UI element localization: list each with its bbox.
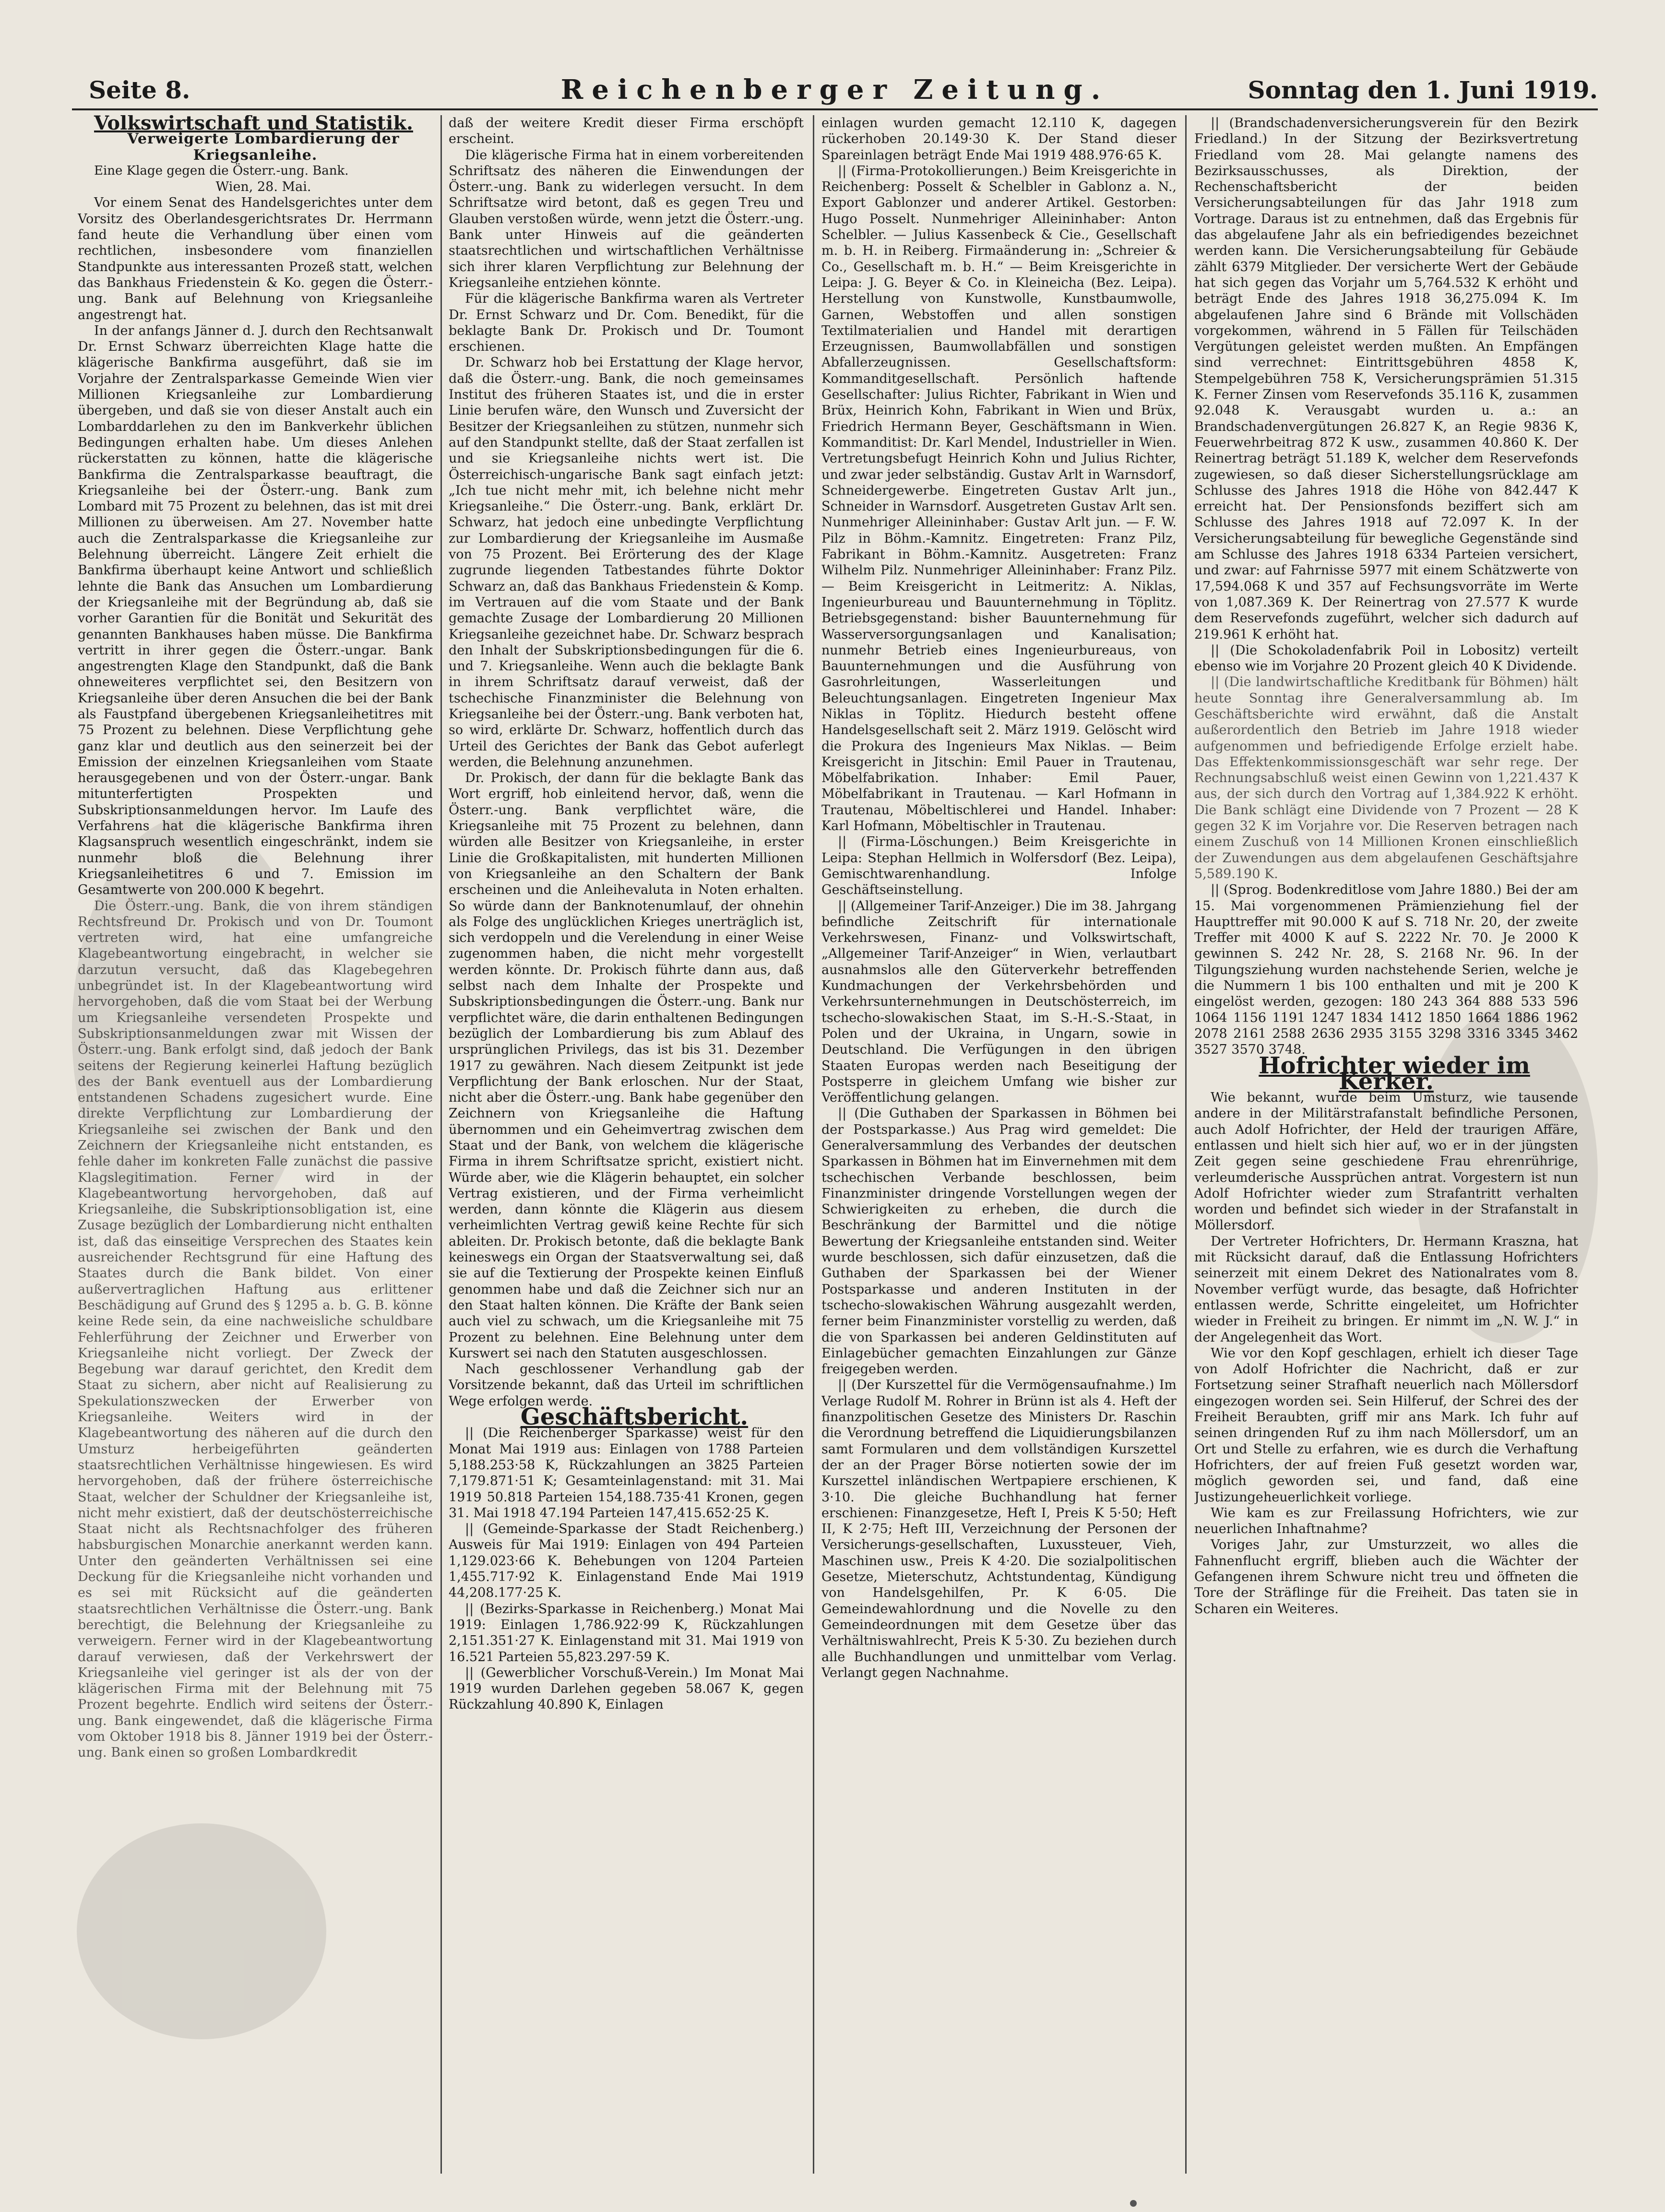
- paragraph: || (Die Schokoladenfabrik Poil in Lobositz) verteilt ebenso wie im Vorjahre 20 Prozent gleich 40 K Dividende.: [1194, 642, 1578, 674]
- paragraph: || (Sprog. Bodenkreditlose vom Jahre 1880.) Bei der am 15. Mai vorgenommenen Prämienziehung fiel der Haupttreffer mit 90.000 K auf S. 718 Nr. 20, der zweite Treffer mit 4000 K auf S. 2222 Nr. 70. Je 2000 K gewinnen S. 242 Nr. 28, S. 2168 Nr. 96. In der Tilgungsziehung wurden nachstehende Serien, welche je die Nummern 1 bis 100 enthalten und mit je 200 K eingelöst werden, gezogen: 180 243 364 888 533 596 1064 1156 1191 1247 1834 1412 1850 1664 1886 1962 2078 2161 2588 2636 2935 3155 3298 3316 3345 3462 3527 3570 3748.: [1194, 882, 1578, 1058]
- paragraph: daß der weitere Kredit dieser Firma erschöpft erscheint.: [449, 116, 804, 147]
- paragraph: || (Firma-Löschungen.) Beim Kreisgerichte in Leipa: Stephan Hellmich in Wolfersdorf (Bez. Leipa), Gemischtwarenhandlung. Infolge Geschäftseinstellung.: [821, 834, 1177, 898]
- column-2: [449, 115, 804, 2174]
- print-smudge: [77, 1823, 326, 2039]
- paragraph: Voriges Jahr, zur Umsturzzeit, wo alles die Fahnenflucht ergriff, blieben auch die Wächter der Gefangenen ihrem Schwure nicht treu und öffneten die Tore der Sträflinge für die Freiheit. Das taten sie in Scharen ein Weiteres.: [1194, 1537, 1578, 1617]
- paragraph: || (Bezirks-Sparkasse in Reichenberg.) Monat Mai 1919: Einlagen 1,786.922·99 K, Rückzahlungen 2,151.351·27 K. Einlagenstand mit 31. Mai 1919 von 16.521 Parteien 55,823.297·59 K.: [449, 1601, 804, 1665]
- column-divider: [813, 115, 814, 2174]
- column-3: [821, 115, 1177, 2174]
- issue-date: Sonntag den 1. Juni 1919.: [1248, 76, 1598, 104]
- paragraph: || (Allgemeiner Tarif-Anzeiger.) Die im 38. Jahrgang befindliche Zeitschrift für internationale Verkehrswesen, Finanz- und Volkswirtschaft, „Allgemeiner Tarif-Anzeiger“ in Wien, verlautbart ausnahmslos alle den Güterverkehr betreffenden Kundmachungen der Verkehrsbehörden und Verkehrsunternehmungen in Deutschösterreich, im tschecho-slowakischen Staat, im S.-H.-S.-Staat, in Polen und der Ukraina, in Ungarn, sowie in Deutschland. Die Verfügungen in den übrigen Staaten Europas werden nach Beseitigung der Postsperre in gleichem Umfang wie bisher zur Veröffentlichung gelangen.: [821, 898, 1177, 1106]
- column-divider: [1185, 115, 1187, 2174]
- paragraph: || (Firma-Protokollierungen.) Beim Kreisgerichte in Reichenberg: Posselt & Schelbler in Gablonz a. N., Export Gablonzer und anderer Artikel. Gestorben: Hugo Posselt. Nunmehriger Alleininhaber: Anton Schelbler. — Julius Kassenbeck & Cie., Gesellschaft m. b. H. in Reiberg. Firmaänderung in: „Schreier & Co., Gesellschaft m. b. H.“ — Beim Kreisgerichte in Leipa: J. G. Beyer & Co. in Kleineicha (Bez. Leipa). Herstellung von Kunstwolle, Kunstbaumwolle, Garnen, Webstoffen und allen sonstigen Textilmaterialien und Handel mit derartigen Erzeugnissen, Baumwollabfällen und sonstigen Abfallerzeugnissen. Gesellschaftsform: Kommanditgesellschaft. Persönlich haftende Gesellschafter: Julius Richter, Fabrikant in Wien und Brüx, Heinrich Kohn, Fabrikant in Wien und Brüx, Friedrich Hermann Beyer, Geschäftsmann in Wien. Kommanditist: Dr. Karl Mendel, Industrieller in Wien. Vertretungsbefugt Heinrich Kohn und Julius Richter, und zwar jeder selbständig. Gustav Arlt in Warnsdorf, Schneidergewerbe. Eingetreten Gustav Arlt jun., Schneider in Warnsdorf. Ausgetreten Gustav Arlt sen. Nunmehriger Alleininhaber: Gustav Arlt jun. — F. W. Pilz in Böhm.-Kamnitz. Eingetreten: Franz Pilz, Fabrikant in Böhm.-Kamnitz. Ausgetreten: Franz Wilhelm Pilz. Nunmehriger Alleininhaber: Franz Pilz. — Beim Kreisgericht in Leitmeritz: A. Niklas, Ingenieurbureau und Bauunternehmung in Töplitz. Betriebsgegenstand: bisher Bauunternehmung für Wasserversorgungsanlagen und Kanalisation; nunmehr Betrieb eines Ingenieurbureaus, von Bauunternehmungen und die Ausführung von Gasrohrleitungen, Wasserleitungen und Beleuchtungsanlagen. Eingetreten Ingenieur Max Niklas in Töplitz. Hiedurch besteht offene Handelsgesellschaft seit 2. März 1919. Gelöscht wird die Prokura des Ingenieurs Max Niklas. — Beim Kreisgericht in Jitschin: Emil Pauer in Trautenau, Möbelfabrikation. Inhaber: Emil Pauer, Möbelfabrikant in Trautenau. — Karl Hofmann in Trautenau, Möbeltischlerei und Handel. Inhaber: Karl Hofmann, Möbeltischler in Trautenau.: [821, 163, 1177, 834]
- paragraph: Der Vertreter Hofrichters, Dr. Hermann Kraszna, hat mit Rücksicht darauf, daß die Entlassung Hofrichters seinerzeit mit einem Dekret des Nationalrates vom 8. November verfügt wurde, das besagte, daß Hofrichter entlassen werde, Schritte eingeleitet, um Hofrichter wieder in Freiheit zu bringen. Er nimmt im „N. W. J.“ in der Angelegenheit das Wort.: [1194, 1234, 1578, 1345]
- paragraph: Vor einem Senat des Handelsgerichtes unter dem Vorsitz des Oberlandesgerichtsrates Dr. Herrmann fand heute die Verhandlung über einen vom rechtlichen, insbesondere vom finanziellen Standpunkte aus interessanten Prozeß statt, welchen das Bankhaus Friedenstein & Ko. gegen die Österr.-ung. Bank auf Belehnung von Kriegsanleihe angestrengt hat.: [78, 195, 433, 322]
- paragraph: Nach geschlossener Verhandlung gab der Vorsitzende bekannt, daß das Urteil im schriftlichen Wege erfolgen werde.: [449, 1362, 804, 1409]
- paragraph: Dr. Schwarz hob bei Erstattung der Klage hervor, daß die Österr.-ung. Bank, die noch gemeinsames Institut des früheren Staates ist, und die in erster Linie berufen wäre, den Wunsch und Zuversicht der Besitzer der Kriegsanleihen zu stützen, nunmehr sich auf den Standpunkt stellte, daß der Staat zerfallen ist und sie Kriegsanleihe nichts wert ist. Die Österreichisch-ungarische Bank sagt einfach jetzt: „Ich tue nicht mehr mit, ich belehne nicht mehr Kriegsanleihe.“ Die Österr.-ung. Bank, erklärt Dr. Schwarz, hat jedoch eine unbedingte Verpflichtung zur Lombardierung der Kriegsanleihe im Ausmaße von 75 Prozent. Bei Erörterung des der Klage zugrunde liegenden Tatbestandes führte Doktor Schwarz an, daß das Bankhaus Friedenstein & Komp. im Vertrauen auf die vom Staate und der Bank gemachte Zusage der Lombardierung 20 Millionen Kriegsanleihe gezeichnet habe. Dr. Schwarz besprach den Inhalt der Subskriptionsbedingungen für die 6. und 7. Kriegsanleihe. Wenn auch die beklagte Bank in ihrem Schriftsatz darauf verweist, daß der tschechische Finanzminister die Belehnung von Kriegsanleihe bei der Österr.-ung. Bank verboten hat, so wird, erklärte Dr. Schwarz, hoffentlich durch das Urteil des Gerichtes der Bank das Gebot auferlegt werden, die Belehnung anzunehmen.: [449, 355, 804, 770]
- paragraph: || (Gewerblicher Vorschuß-Verein.) Im Monat Mai 1919 wurden Darlehen gegeben 58.067 K, gegen Rückzahlung 40.890 K, Einlagen: [449, 1665, 804, 1713]
- paragraph: Wie kam es zur Freilassung Hofrichters, wie zur neuerlichen Inhaftnahme?: [1194, 1505, 1578, 1537]
- print-smudge: [1415, 1008, 1598, 1344]
- paragraph: Für die klägerische Bankfirma waren als Vertreter Dr. Ernst Schwarz und Dr. Com. Benedikt, für die beklagte Bank Dr. Prokisch und Dr. Toumont erschienen.: [449, 291, 804, 355]
- dateline: Wien, 28. Mai.: [215, 179, 311, 195]
- section-heading-geschaeftsbericht: Geschäftsbericht.: [520, 1403, 749, 1431]
- paragraph: einlagen wurden gemacht 12.110 K, dagegen rückerhoben 20.149·30 K. Der Stand dieser Spareinlagen beträgt Ende Mai 1919 488.976·65 K.: [821, 116, 1177, 163]
- paragraph: In der anfangs Jänner d. J. durch den Rechtsanwalt Dr. Ernst Schwarz überreichten Klage hatte die klägerische Bankfirma ausgeführt, daß sie im Vorjahre der Zentralsparkasse Gemeinde Wien vier Millionen Kriegsanleihe zur Lombardierung übergeben, und daß sie von dieser Anstalt auch ein Lombarddarlehen zu den im Bankverkehr üblichen Bedingungen erhalten habe. Um dieses Anlehen rückerstatten zu können, hatte die klägerische Bankfirma die Zentralsparkasse beauftragt, die Kriegsanleihe bei der Österr.-ung. Bank zum Lombard mit 75 Prozent zu belehnen, das ist mit drei Millionen zu überweisen. Am 27. November hatte auch die Zentralsparkasse die Kriegsanleihe zur Belehnung überreicht. Längere Zeit erhielt die Bankfirma überhaupt keine Antwort und schließlich lehnte die Bank das Ansuchen um Lombardierung der Kriegsanleihe mit der Begründung ab, daß sie vorher Garantien für die Bonität und Sekurität des genannten Bankhauses haben müsse. Die Bankfirma vertritt in ihrer gegen die Österr.-ungar. Bank angestrengten Klage den Standpunkt, daß die Bank ohneweiteres verpflichtet sei, den Besitzern von Kriegsanleihe über deren Ansuchen die bei der Bank als Faustpfand übergebenen Kriegsanleihetitres mit 75 Prozent zu belehnen. Diese Verpflichtung gehe ganz klar und deutlich aus den seinerzeit bei der Emission der einzelnen Kriegsanleihen vom Staate herausgegebenen und von der Österr.-ungar. Bank mitunterfertigten Prospekten und Subskriptionsanmeldungen hervor. Im Laufe des Verfahrens hat die klägerische Bankfirma ihren Klagsanspruch wesentlich eingeschränkt, indem sie nunmehr bloß die Belehnung ihrer Kriegsanleihetitres 6 und 7. Emission im Gesamtwerte von 200.000 K begehrt.: [78, 323, 433, 898]
- paragraph: || (Die landwirtschaftliche Kreditbank für Böhmen) hält heute Sonntag ihre Generalversammlung ab. Im Geschäftsberichte wird erwähnt, daß die Anstalt außerordentlich den Betrieb im Jahre 1918 wieder aufgenommen und befriedigende Erfolge erzielt habe. Das Effektenkommissionsgeschäft war sehr rege. Der Rechnungsabschluß weist einen Gewinn von 1,221.437 K aus, der sich durch den Vortrag auf 1,384.922 K erhöht. Die Bank schlägt eine Dividende von 7 Prozent — 28 K gegen 32 K im Vorjahre vor. Die Reserven betragen nach einem Zuschuß von 14 Millionen Kronen einschließlich der Zuwendungen aus dem abgelaufenen Geschäftsjahre 5,589.190 K.: [1194, 675, 1578, 881]
- column-divider: [440, 115, 442, 2174]
- paragraph: Wie vor den Kopf geschlagen, erhielt ich dieser Tage von Adolf Hofrichter die Nachricht, daß er zur Fortsetzung seiner Strafhaft neuerlich nach Möllersdorf eingezogen worden sei. Sein Hilferuf, der Schrei des der Freiheit Beraubten, griff mir ans Mark. Ich fuhr auf seinen dringenden Ruf zu ihm nach Möllersdorf, um an Ort und Stelle zu erfahren, wie es durch die Verhaftung Hofrichters, der auf freien Fuß gesetzt worden war, möglich geworden sei, und fand, daß eine Justizungeheuerlichkeit vorliege.: [1194, 1345, 1578, 1505]
- paragraph: Die klägerische Firma hat in einem vorbereitenden Schriftsatz des näheren die Einwendungen der Österr.-ung. Bank zu widerlegen versucht. In dem Schriftsatze wird betont, daß es gegen Treu und Glauben verstoßen würde, wenn jetzt die Österr.-ung. Bank unter Hinweis auf die geänderten staatsrechtlichen und wirtschaftlichen Verhältnisse sich ihrer klaren Verpflichtung zur Belehnung der Kriegsanleihe entziehen könnte.: [449, 147, 804, 290]
- article-title: Verweigerte Lombardierung der Kriegsanleihe.: [127, 131, 400, 164]
- paragraph: Die Österr.-ung. Bank, die von ihrem ständigen Rechtsfreund Dr. Prokisch und von Dr. Toumont vertreten wird, hat eine umfangreiche Klagebeantwortung eingebracht, in welcher sie darzutun versucht, daß das Klagebegehren unbegründet ist. In der Klagebeantwortung wird hervorgehoben, daß die vom Staat bei der Werbung um Kriegsanleihe versendeten Prospekte und Subskriptionsanmeldungen zwar mit Wissen der Österr.-ung. Bank erfolgt sind, daß jedoch der Bank seitens der Regierung keinerlei Haftung bezüglich des der Bank eventuell aus der Lombardierung entstandenen Schadens zugesichert wurde. Eine direkte Verpflichtung zur Lombardierung der Kriegsanleihe sei zwischen der Bank und den Zeichnern der Kriegsanleihe nicht entstanden, es fehle daher im konkreten Falle zunächst die passive Klagslegitimation. Ferner wird in der Klagebeantwortung hervorgehoben, daß auf Kriegsanleihe, die Subskriptionsobligation ist, eine Zusage bezüglich der Lombardierung nicht enthalten ist, daß das einseitige Versprechen des Staates kein ausreichender Rechtsgrund für eine Haftung des Staates durch die Bank bildet. Von einer außervertraglichen Haftung aus erlittener Beschädigung auf Grund des § 1295 a. b. G. B. könne keine Rede sein, da eine nachweisliche schuldbare Fehlerführung der Zeichner und Erwerber von Kriegsanleihe nicht vorliegt. Der Zweck der Begebung war darauf gerichtet, den Kredit dem Staat zu sichern, aber nicht auf Realisierung zu Spekulationszwecken der Erwerber von Kriegsanleihe. Weiters wird in der Klagebeantwortung des näheren auf die durch den Umsturz herbeigeführten geänderten staatsrechtlichen Verhältnisse hingewiesen. Es wird hervorgehoben, daß der frühere österreichische Staat, welcher der Schuldner der Kriegsanleihe ist, nicht mehr existiert, daß der deutschösterreichische Staat nicht als Rechtsnachfolger des früheren habsburgischen Monarchie anerkannt werden kann. Unter den geänderten Verhältnissen sei eine Deckung für die Kriegsanleihe nicht vorhanden und es sei mit Rücksicht auf die geänderten staatsrechtlichen Verhältnisse die Österr.-ung. Bank berechtigt, die Belehnung der Kriegsanleihe zu verweigern. Ferner wird in der Klagebeantwortung darauf verwiesen, daß der Verkehrswert der Kriegsanleihe viel geringer ist als der von der klägerischen Firma mit der Belehnung mit 75 Prozent begehrte. Endlich wird seitens der Österr.-ung. Bank eingewendet, daß die klägerische Firma vom Oktober 1918 bis 8. Jänner 1919 bei der Österr.-ung. Bank einen so großen Lombardkredit: [78, 898, 433, 1760]
- paragraph: || (Gemeinde-Sparkasse der Stadt Reichenberg.) Ausweis für Mai 1919: Einlagen von 494 Parteien 1,129.023·66 K. Behebungen von 1204 Parteien 1,455.717·92 K. Einlagenstand Ende Mai 1919 44,208.177·25 K.: [449, 1522, 804, 1601]
- paragraph: || (Die Reichenberger Sparkasse) weist für den Monat Mai 1919 aus: Einlagen von 1788 Parteien 5,188.253·58 K, Rückzahlungen an 3825 Parteien 7,179.871·51 K; Gesamteinlagenstand: mit 31. Mai 1919 50.818 Parteien 154,188.735·41 Kronen, gegen 31. Mai 1918 47.194 Parteien 147,415.652·25 K.: [449, 1426, 804, 1521]
- paragraph: || (Der Kurszettel für die Vermögensaufnahme.) Im Verlage Rudolf M. Rohrer in Brünn ist als 4. Heft der finanzpolitischen Gesetze des Ministers Dr. Raschin die Verordnung betreffend die Liquidierungsbilanzen samt Formularen und dem vollständigen Kurszettel der an der Prager Börse notierten sowie der im Kurszettel inländischen Wertpapiere erschienen, K 3·10. Die gleiche Buchhandlung hat ferner erschienen: Finanzgesetze, Heft I, Preis K 5·50; Heft II, K 2·75; Heft III, Verzeichnung der Personen der Versicherungs-gesellschaften, Luxussteuer, Vieh, Maschinen usw., Preis K 4·20. Die sozialpolitischen Gesetze, Mieterschutz, Achtstundentag, Kündigung von Handelsgehilfen, Pr. K 6·05. Die Gemeindewahlordnung und die Novelle zu den Gemeindeordnungen mit dem Gesetze über das Verhältniswahlrecht, Preis K 5·30. Zu beziehen durch alle Buchhandlungen und unmittelbar vom Verlag. Verlangt gegen Nachnahme.: [821, 1378, 1177, 1680]
- page-number: Seite 8.: [89, 76, 190, 104]
- masthead: [72, 72, 1598, 106]
- print-smudge: [72, 816, 312, 1248]
- article-heading-hofrichter: Hofrichter wieder im Kerker.: [1259, 1052, 1530, 1095]
- paragraph: || (Brandschadenversicherungsverein für den Bezirk Friedland.) In der Sitzung der Bezirksvertretung Friedland vom 28. Mai gelangte namens des Bezirksausschusses, als Direktion, der Rechenschaftsbericht der beiden Versicherungsabteilungen für das Jahr 1918 zum Vortrage. Daraus ist zu entnehmen, daß das Ergebnis für das abgelaufene Jahr als ein befriedigendes bezeichnet werden kann. Die Versicherungsabteilung für Gebäude zählt 6379 Mitglieder. Der versicherte Wert der Gebäude hat sich gegen das Vorjahr um 5,764.532 K erhöht und beträgt Ende des Jahres 1918 36,275.094 K. Im abgelaufenen Jahre sind 6 Brände mit Vollschäden vorgekommen, während in 5 Fällen für Teilschäden Vergütungen geleistet werden mußten. An Empfängen sind verrechnet: Eintrittsgebühren 4858 K, Stempelgebühren 758 K, Versicherungsprämien 51.315 K. Ferner Zinsen vom Reservefonds 35.116 K, zusammen 92.048 K. Verausgabt wurden u. a.: an Brandschadenvergütungen 26.827 K, an Regie 9836 K, Feuerwehrbeitrag 872 K usw., zusammen 40.860 K. Der Reinertrag beträgt 51.189 K, welcher dem Reservefonds zugewiesen, so daß dieser Sicherstellungsrücklage am Schlusse des Jahres 1918 die Höhe von 842.447 K erreicht hat. Der Pensionsfonds beziffert sich am Schlusse des Jahres 1918 auf 72.097 K. In der Versicherungsabteilung für bewegliche Gegenstände sind am Schlusse des Jahres 1918 6334 Parteien versichert, und zwar: auf Fahrnisse 5977 mit einem Schätzwerte von 17,594.068 K und 357 auf Fechsungsvorräte im Werte von 1,087.369 K. Der Reinertrag von 27.577 K wurde dem Reservefonds zugeführt, welcher sich dadurch auf 219.961 K erhöht hat.: [1194, 116, 1578, 642]
- masthead-rule: [72, 108, 1598, 110]
- article-subtitle: Eine Klage gegen die Österr.-ung. Bank.: [94, 163, 349, 178]
- paragraph: Wie bekannt, wurde beim Umsturz, wie tausende andere in der Militärstrafanstalt befindliche Personen, auch Adolf Hofrichter, der Held der traurigen Affäre, entlassen und hielt sich hier auf, wo er in der jüngsten Zeit gegen seine geschiedene Frau ehrenrührige, verleumderische Aussprüchen antrat. Vorgestern ist nun Adolf Hofrichter wieder zum Strafantritt verhalten worden und befindet sich wieder in der Strafanstalt in Möllersdorf.: [1194, 1090, 1578, 1233]
- paragraph: Dr. Prokisch, der dann für die beklagte Bank das Wort ergriff, hob einleitend hervor, daß, wenn die Österr.-ung. Bank verpflichtet wäre, die Kriegsanleihe mit 75 Prozent zu belehnen, dann würden alle Besitzer von Kriegsanleihe, in erster Linie die Großkapitalisten, mit hunderten Millionen von Kriegsanleihe an den Schaltern der Bank erscheinen und die Anleihevaluta in Noten erhalten. So würde dann der Banknotenumlauf, der ohnehin als Folge des unglücklichen Krieges unerträglich ist, sich verdoppeln und die Verelendung in einer Weise zugenommen haben, die nicht mehr vorgestellt werden könnte. Dr. Prokisch führte dann aus, daß selbst nach dem Inhalte der Prospekte und Subskriptionsbedingungen die Österr.-ung. Bank nur verpflichtet wäre, die darin enthaltenen Bedingungen bezüglich der Lombardierung bis zum Ablauf des ursprünglichen Privilegs, das ist bis 31. Dezember 1917 zu gewähren. Nach diesem Zeitpunkt ist jede Verpflichtung der Bank erloschen. Nur der Staat, nicht aber die Österr.-ung. Bank habe gegenüber den Zeichnern von Kriegsanleihe die Haftung übernommen und ein Geheimvertrag zwischen dem Staat und der Bank, von welchem die klägerische Firma in ihrem Schriftsatze spricht, existiert nicht. Würde aber, wie die Klägerin behauptet, ein solcher Vertrag existieren, und der Firma verheimlicht werden, dann könnte die Klägerin aus diesem verheimlichten Vertrag gewiß keine Rechte für sich ableiten. Dr. Prokisch betonte, daß die beklagte Bank keineswegs ein Organ der Staatsverwaltung sei, daß sie auf die Textierung der Prospekte keinen Einfluß genommen habe und daß die Zeichner sich nur an den Staat halten können. Die Kräfte der Bank seien auch viel zu schwach, um die Kriegsanleihe mit 75 Prozent zu belehnen. Eine Belehnung unter dem Kurswert sei nach den Statuten ausgeschlossen.: [449, 771, 804, 1361]
- punch-hole: [1130, 2200, 1137, 2207]
- newspaper-title: Reichenberger Zeitung.: [560, 74, 1109, 106]
- paragraph: || (Die Guthaben der Sparkassen in Böhmen bei der Postsparkasse.) Aus Prag wird gemeldet: Die Generalversammlung des Verbandes der deutschen Sparkassen in Böhmen hat im Einvernehmen mit dem tschechischen Verbande beschlossen, beim Finanzminister dringende Vorstellungen wegen der Schwierigkeiten zu erheben, die durch die Beschränkung der Barmittel und die nötige Bewertung der Kriegsanleihe entstanden sind. Weiter wurde beschlossen, sich dafür einzusetzen, daß die Guthaben der Sparkassen bei der Wiener Postsparkasse und anderen Instituten in der tschecho-slowakischen Währung ausgezahlt werden, ferner beim Finanzminister vorstellig zu werden, daß die von Sparkassen bei anderen Geldinstituten auf Einlagebücher gemachten Einzahlungen zur Gänze freigegeben werden.: [821, 1106, 1177, 1377]
- section-title: Volkswirtschaft und Statistik.: [94, 115, 413, 134]
